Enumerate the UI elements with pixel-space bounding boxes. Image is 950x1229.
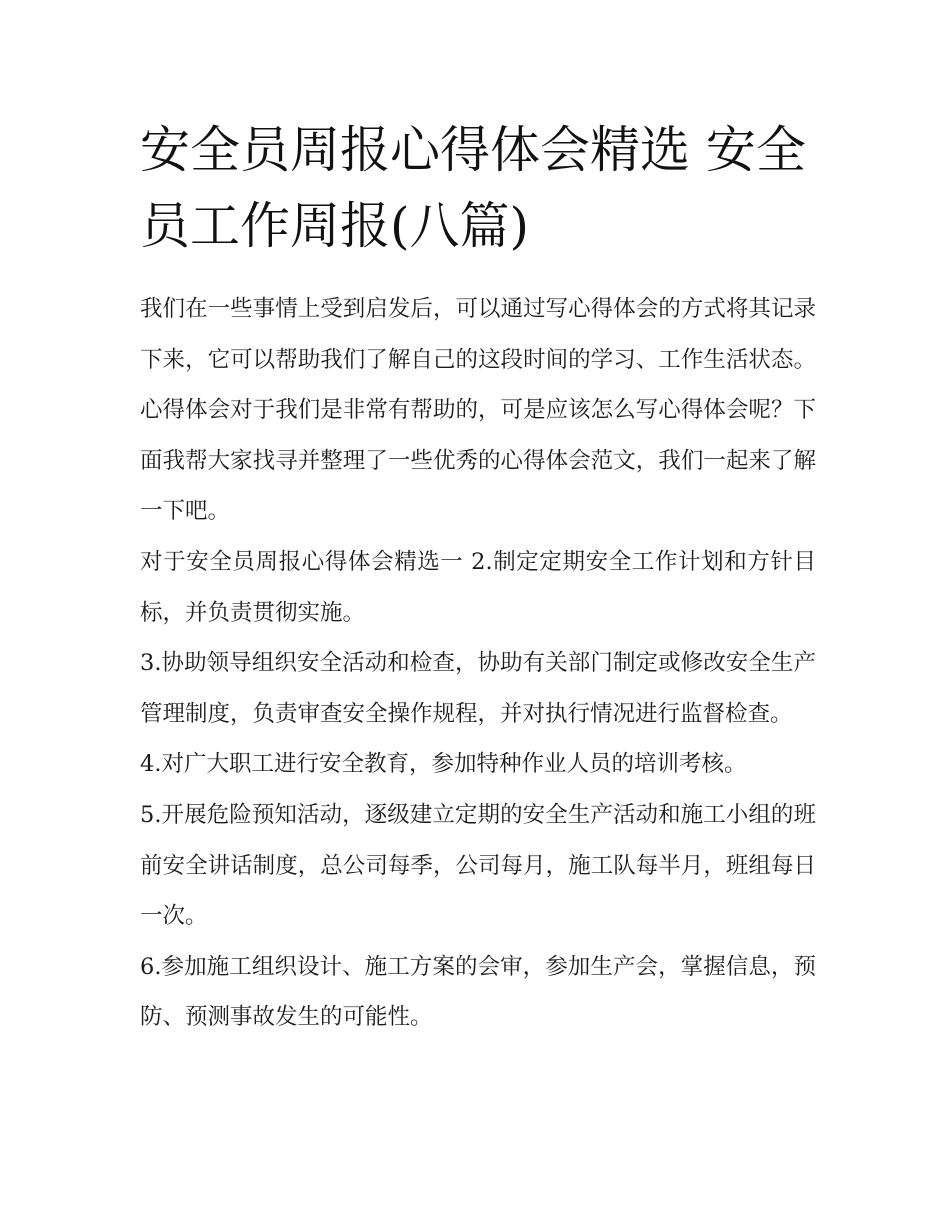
paragraph-item-2: 对于安全员周报心得体会精选一 2.制定定期安全工作计划和方针目标，并负责贯彻实施。: [140, 548, 816, 626]
paragraph-item-6: 6.参加施工组织设计、施工方案的会审，参加生产会，掌握信息，预防、预测事故发生的可能性。: [140, 953, 816, 1031]
document-body: [140, 284, 816, 1043]
document-title: 安全员周报心得体会精选 安全员工作周报(八篇): [140, 121, 806, 255]
paragraph-item-4: 4.对广大职工进行安全教育，参加特种作业人员的培训考核。: [140, 751, 747, 778]
document-page: [140, 112, 816, 1043]
intro-paragraph: 我们在一些事情上受到启发后，可以通过写心得体会的方式将其记录下来，它可以帮助我们了解自己的这段时间的学习、工作生活状态。心得体会对于我们是非常有帮助的，可是应该怎么写心得体会呢？下面我帮大家找寻并整理了一些优秀的心得体会范文，我们一起来了解一下吧。: [140, 296, 816, 525]
paragraph-item-3: 3.协助领导组织安全活动和检查，协助有关部门制定或修改安全生产管理制度，负责审查安全操作规程，并对执行情况进行监督检查。: [140, 650, 816, 727]
paragraph-item-5: 5.开展危险预知活动，逐级建立定期的安全生产活动和施工小组的班前安全讲话制度，总公司每季，公司每月，施工队每半月，班组每日一次。: [140, 801, 816, 930]
